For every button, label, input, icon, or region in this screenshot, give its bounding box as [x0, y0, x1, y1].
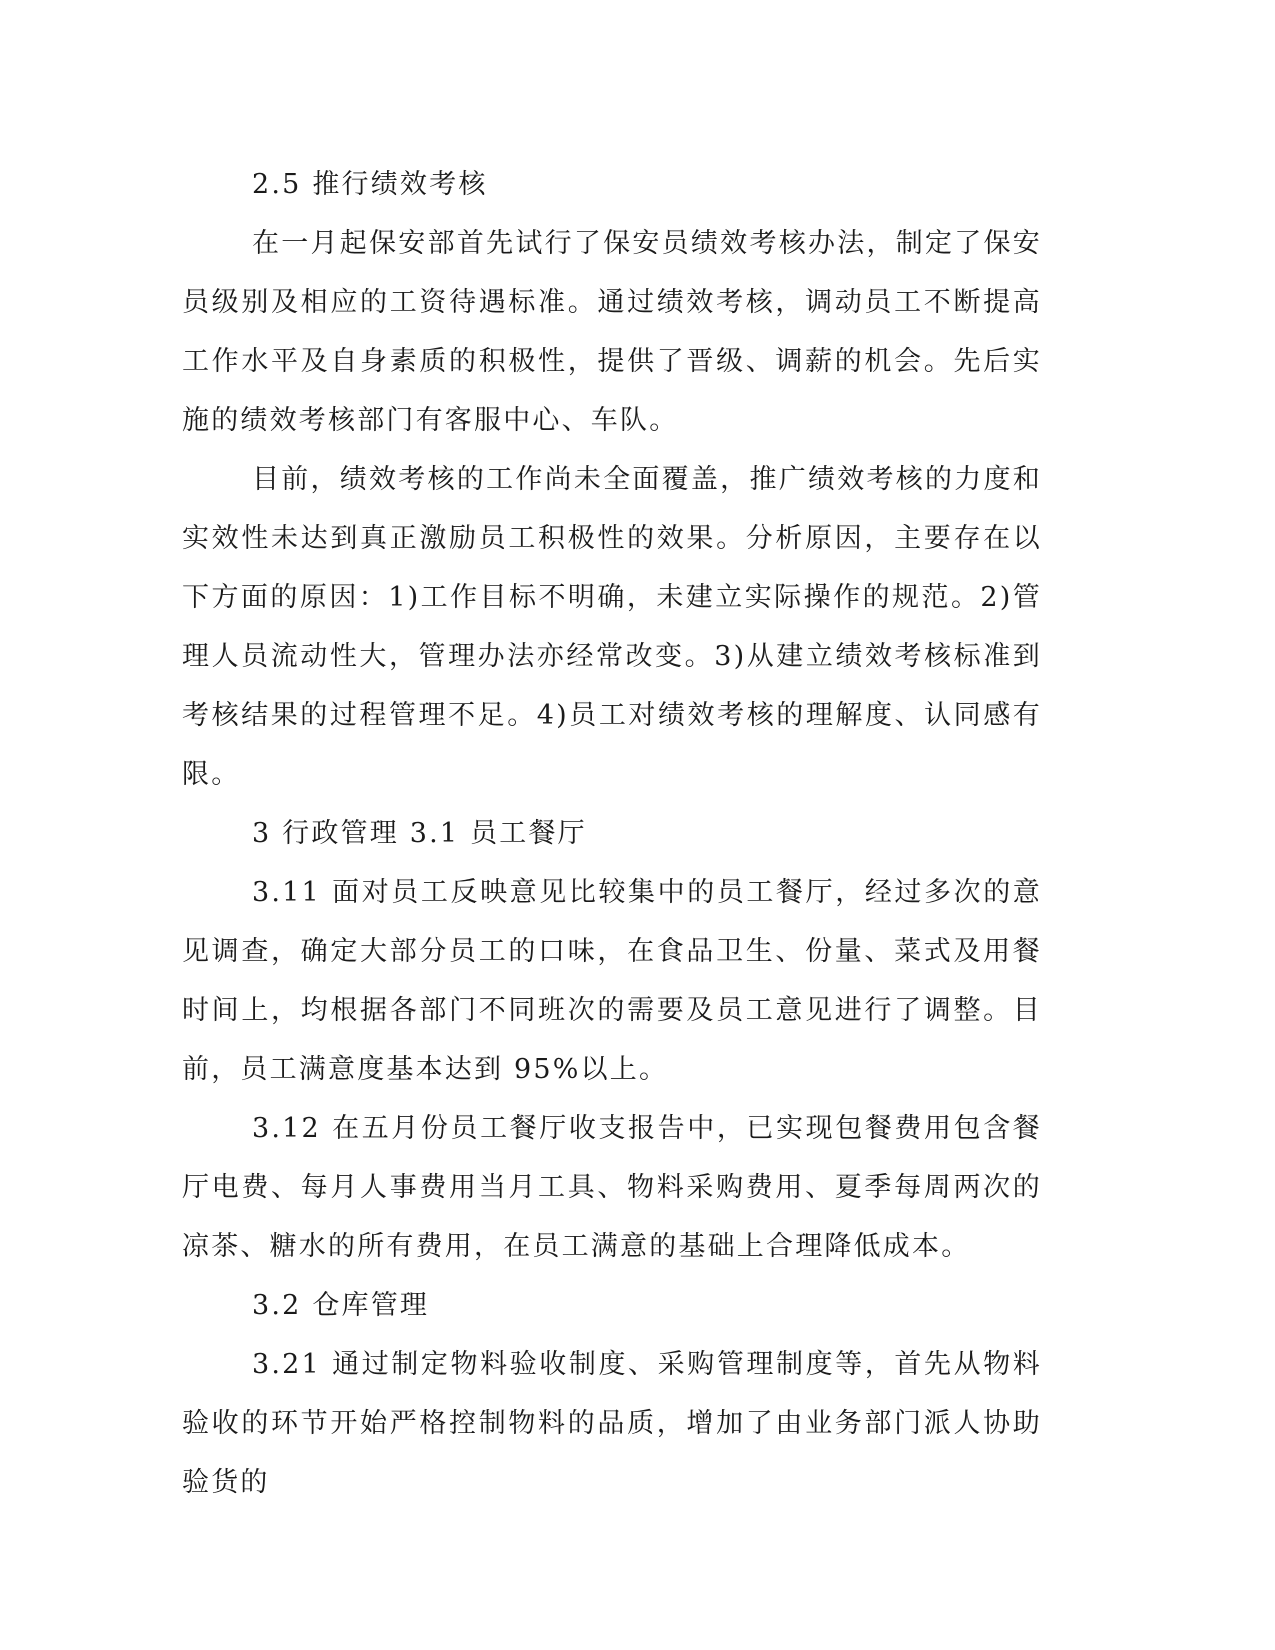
body-paragraph: 目前，绩效考核的工作尚未全面覆盖，推广绩效考核的力度和实效性未达到真正激励员工积极性的效果。分析原因，主要存在以下方面的原因：1)工作目标不明确，未建立实际操作的规范。2)管理人员流动性大，管理办法亦经常改变。3)从建立绩效考核标准到考核结果的过程管理不足。4)员工对绩效考核的理解度、认同感有限。 — [182, 464, 1042, 790]
section-heading-3-1: 3 行政管理 3.1 员工餐厅 — [252, 818, 587, 849]
body-paragraph: 3.21 通过制定物料验收制度、采购管理制度等，首先从物料验收的环节开始严格控制物料的品质，增加了由业务部门派人协助验货的 — [182, 1349, 1042, 1498]
body-paragraph: 在一月起保安部首先试行了保安员绩效考核办法，制定了保安员级别及相应的工资待遇标准。通过绩效考核，调动员工不断提高工作水平及自身素质的积极性，提供了晋级、调薪的机会。先后实施的绩效考核部门有客服中心、车队。 — [182, 228, 1042, 436]
body-paragraph: 3.12 在五月份员工餐厅收支报告中，已实现包餐费用包含餐厅电费、每月人事费用当月工具、物料采购费用、夏季每周两次的凉茶、糖水的所有费用，在员工满意的基础上合理降低成本。 — [182, 1113, 1042, 1262]
document-body — [182, 155, 1042, 1512]
section-heading-2-5: 2.5 推行绩效考核 — [252, 169, 488, 200]
section-heading-3-2: 3.2 仓库管理 — [252, 1290, 430, 1321]
body-paragraph: 3.11 面对员工反映意见比较集中的员工餐厅，经过多次的意见调查，确定大部分员工的口味，在食品卫生、份量、菜式及用餐时间上，均根据各部门不同班次的需要及员工意见进行了调整。目前，员工满意度基本达到 95%以上。 — [182, 877, 1042, 1085]
